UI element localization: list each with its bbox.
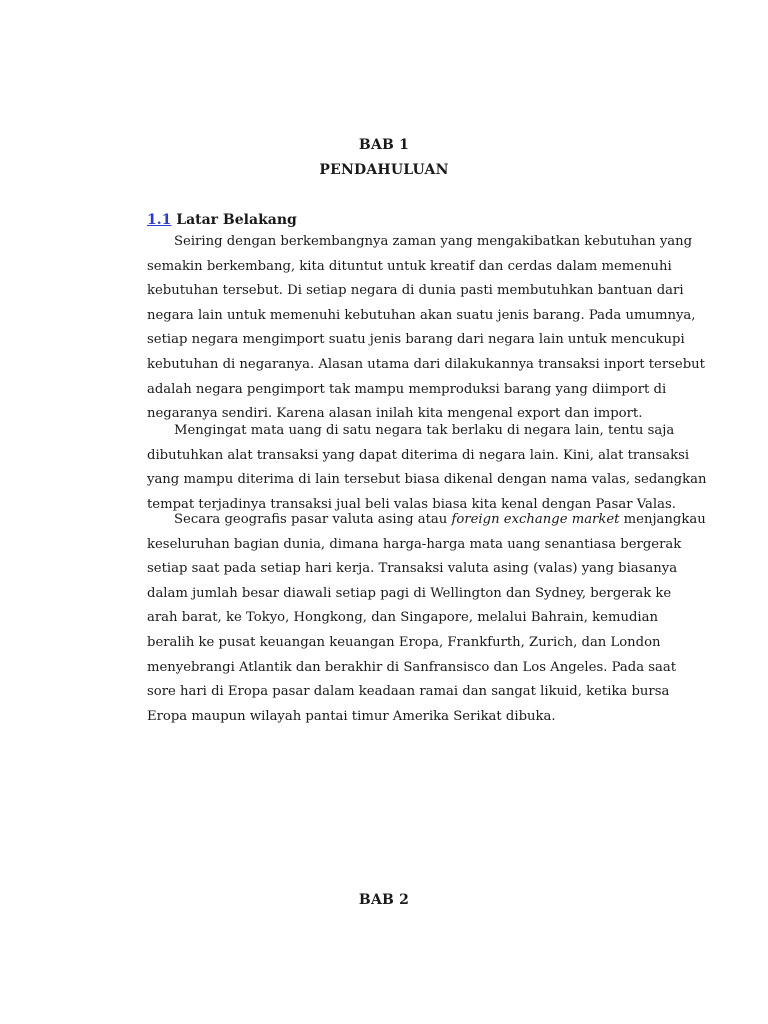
text-line: setiap saat pada setiap hari kerja. Transaksi valuta asing (valas) yang biasanya <box>147 561 678 577</box>
paragraph-1 <box>147 230 705 422</box>
paragraph-2 <box>147 419 707 512</box>
text-line: Eropa maupun wilayah pantai timur Amerika Serikat dibuka. <box>147 708 556 724</box>
section-title: Latar Belakang <box>171 212 297 228</box>
text-segment: Secara geografis pasar valuta asing atau <box>174 511 452 527</box>
text-line: yang mampu diterima di lain tersebut biasa dikenal dengan nama valas, sedangkan <box>147 472 707 488</box>
text-line: dibutuhkan alat transaksi yang dapat diterima di negara lain. Kini, alat transaksi <box>147 447 690 463</box>
chapter-1-title: PENDAHULUAN <box>319 162 449 178</box>
text-line: sore hari di Eropa pasar dalam keadaan ramai dan sangat likuid, ketika bursa <box>147 684 670 700</box>
text-line: menyebrangi Atlantik dan berakhir di Sanfransisco dan Los Angeles. Pada saat <box>147 659 677 675</box>
text-line: semakin berkembang, kita dituntut untuk kreatif dan cerdas dalam memenuhi <box>147 258 672 274</box>
chapter-2-label: BAB 2 <box>358 892 410 908</box>
chapter-1-label: BAB 1 <box>358 137 410 153</box>
paragraph-3 <box>147 508 706 729</box>
italic-term: foreign exchange market <box>451 511 620 527</box>
text-line: kebutuhan di negaranya. Alasan utama dari dilakukannya transaksi inport tersebut <box>147 356 705 372</box>
text-line: beralih ke pusat keuangan keuangan Eropa, Frankfurth, Zurich, dan London <box>147 634 661 650</box>
text-line: setiap negara mengimport suatu jenis barang dari negara lain untuk mencukupi <box>147 332 685 348</box>
body-text <box>147 230 707 729</box>
text-line: keseluruhan bagian dunia, dimana harga-harga mata uang senantiasa bergerak <box>147 536 682 552</box>
text-line: negara lain untuk memenuhi kebutuhan akan suatu jenis barang. Pada umumnya, <box>147 307 696 323</box>
text-line: adalah negara pengimport tak mampu memproduksi barang yang diimport di <box>147 381 667 397</box>
text-line: dalam jumlah besar diawali setiap pagi di Wellington dan Sydney, bergerak ke <box>147 585 672 601</box>
text-segment: menjangkau <box>619 511 706 527</box>
section-number-link[interactable]: 1.1 <box>147 212 172 228</box>
text-line: tempat terjadinya transaksi jual beli valas biasa kita kenal dengan Pasar Valas. <box>147 496 676 512</box>
text-line: negaranya sendiri. Karena alasan inilah kita mengenal export dan import. <box>147 406 643 422</box>
text-line <box>147 508 706 533</box>
text-line: kebutuhan tersebut. Di setiap negara di dunia pasti membutuhkan bantuan dari <box>147 283 684 299</box>
text-line: arah barat, ke Tokyo, Hongkong, dan Singapore, melalui Bahrain, kemudian <box>147 610 658 626</box>
section-heading <box>147 212 297 228</box>
text-line: Mengingat mata uang di satu negara tak berlaku di negara lain, tentu saja <box>174 423 675 439</box>
text-line: Seiring dengan berkembangnya zaman yang mengakibatkan kebutuhan yang <box>174 234 693 249</box>
